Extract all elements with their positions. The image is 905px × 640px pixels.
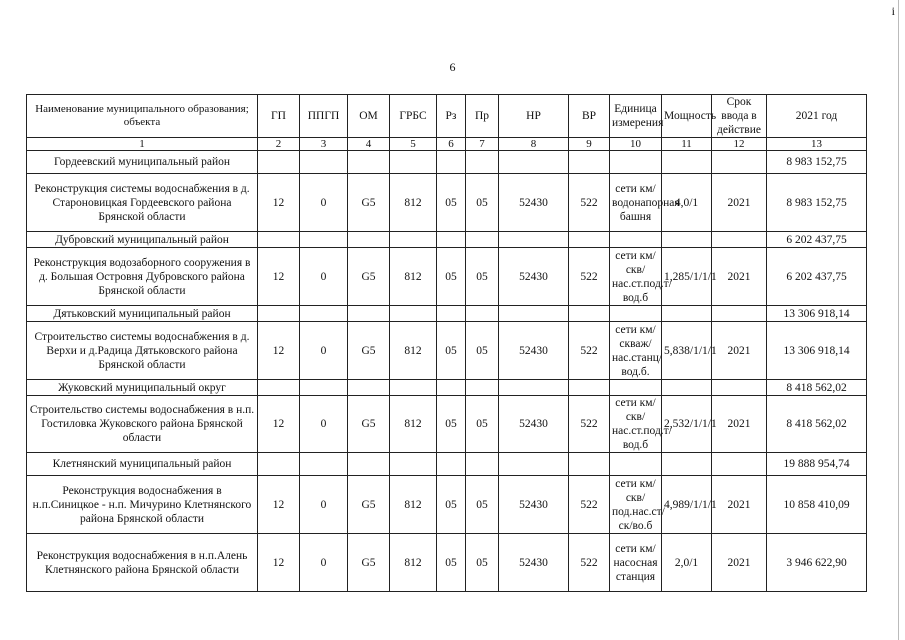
rz-cell: 05 (437, 174, 466, 232)
grbs-cell: 812 (390, 248, 437, 306)
column-number: 3 (300, 138, 348, 151)
column-number: 13 (767, 138, 867, 151)
vr-cell: 522 (569, 396, 610, 453)
object-row (27, 248, 867, 306)
grbs-cell: 812 (390, 322, 437, 380)
header-grbs: ГРБС (390, 95, 437, 138)
om-cell: G5 (348, 476, 390, 534)
header-gp: ГП (258, 95, 300, 138)
header-pr: Пр (466, 95, 499, 138)
ppgp-cell: 0 (300, 534, 348, 592)
municipality-name: Дятьковский муниципальный район (27, 306, 258, 322)
object-name: Строительство системы водоснабжения в д. Верхи и д.Радица Дятьковского района Брянской области (27, 322, 258, 380)
object-row (27, 476, 867, 534)
power-cell: 5,838/1/1/1 (662, 322, 712, 380)
ppgp-cell: 0 (300, 248, 348, 306)
municipality-sum: 6 202 437,75 (767, 232, 867, 248)
municipality-sum: 8 418 562,02 (767, 380, 867, 396)
column-number: 12 (712, 138, 767, 151)
sum-cell: 10 858 410,09 (767, 476, 867, 534)
power-cell: 4,0/1 (662, 174, 712, 232)
header-power: Мощность (662, 95, 712, 138)
object-name: Реконструкция системы водоснабжения в д. Староновицкая Гордеевского района Брянской области (27, 174, 258, 232)
unit-cell: сети км/скв/нас.ст.под.т/вод.б (610, 396, 662, 453)
object-row (27, 534, 867, 592)
column-number: 2 (258, 138, 300, 151)
vr-cell: 522 (569, 534, 610, 592)
nr-cell: 52430 (499, 534, 569, 592)
column-number: 7 (466, 138, 499, 151)
column-number: 8 (499, 138, 569, 151)
term-cell: 2021 (712, 174, 767, 232)
sum-cell: 3 946 622,90 (767, 534, 867, 592)
power-cell: 2,0/1 (662, 534, 712, 592)
vr-cell: 522 (569, 476, 610, 534)
gp-cell: 12 (258, 534, 300, 592)
municipality-row (27, 232, 867, 248)
ppgp-cell: 0 (300, 322, 348, 380)
header-name: Наименование муниципального образования; объекта (27, 95, 258, 138)
nr-cell: 52430 (499, 322, 569, 380)
term-cell: 2021 (712, 248, 767, 306)
header-row (27, 95, 867, 138)
power-cell: 1,285/1/1/1 (662, 248, 712, 306)
term-cell: 2021 (712, 534, 767, 592)
municipality-row (27, 306, 867, 322)
pr-cell: 05 (466, 476, 499, 534)
om-cell: G5 (348, 396, 390, 453)
object-name: Реконструкция водозаборного сооружения в д. Большая Островня Дубровского района Брянской области (27, 248, 258, 306)
header-year: 2021 год (767, 95, 867, 138)
header-om: ОМ (348, 95, 390, 138)
unit-cell: сети км/скв/нас.ст.под.т/вод.б (610, 248, 662, 306)
om-cell: G5 (348, 174, 390, 232)
ppgp-cell: 0 (300, 396, 348, 453)
scan-edge (898, 0, 899, 640)
municipality-name: Гордеевский муниципальный район (27, 151, 258, 174)
nr-cell: 52430 (499, 396, 569, 453)
pr-cell: 05 (466, 322, 499, 380)
municipality-sum: 8 983 152,75 (767, 151, 867, 174)
sum-cell: 8 418 562,02 (767, 396, 867, 453)
vr-cell: 522 (569, 322, 610, 380)
municipality-row (27, 151, 867, 174)
gp-cell: 12 (258, 248, 300, 306)
column-number: 6 (437, 138, 466, 151)
nr-cell: 52430 (499, 476, 569, 534)
vr-cell: 522 (569, 248, 610, 306)
rz-cell: 05 (437, 248, 466, 306)
page-number: 6 (449, 60, 456, 74)
gp-cell: 12 (258, 322, 300, 380)
grbs-cell: 812 (390, 174, 437, 232)
vr-cell: 522 (569, 174, 610, 232)
header-ppgp: ППГП (300, 95, 348, 138)
term-cell: 2021 (712, 476, 767, 534)
header-unit: Единица измерения (610, 95, 662, 138)
municipality-name: Клетнянский муниципальный район (27, 453, 258, 476)
power-cell: 2,532/1/1/1 (662, 396, 712, 453)
header-vr: ВР (569, 95, 610, 138)
municipality-sum: 19 888 954,74 (767, 453, 867, 476)
sum-cell: 6 202 437,75 (767, 248, 867, 306)
term-cell: 2021 (712, 396, 767, 453)
power-cell: 4,989/1/1/1 (662, 476, 712, 534)
om-cell: G5 (348, 534, 390, 592)
nr-cell: 52430 (499, 248, 569, 306)
nr-cell: 52430 (499, 174, 569, 232)
sum-cell: 8 983 152,75 (767, 174, 867, 232)
object-row (27, 396, 867, 453)
unit-cell: сети км/скв/под.нас.ст/ск/во.б (610, 476, 662, 534)
column-number-row (27, 138, 867, 151)
ppgp-cell: 0 (300, 174, 348, 232)
column-number: 5 (390, 138, 437, 151)
column-number: 11 (662, 138, 712, 151)
unit-cell: сети км/насосная станция (610, 534, 662, 592)
object-name: Реконструкция водоснабжения в н.п.Алень Клетнянского района Брянской области (27, 534, 258, 592)
pr-cell: 05 (466, 534, 499, 592)
corner-mark: i (891, 4, 895, 18)
municipality-sum: 13 306 918,14 (767, 306, 867, 322)
municipality-name: Дубровский муниципальный район (27, 232, 258, 248)
rz-cell: 05 (437, 396, 466, 453)
rz-cell: 05 (437, 322, 466, 380)
unit-cell: сети км/скваж/нас.станц/вод.б. (610, 322, 662, 380)
term-cell: 2021 (712, 322, 767, 380)
header-term: Срок ввода в действие (712, 95, 767, 138)
ppgp-cell: 0 (300, 476, 348, 534)
gp-cell: 12 (258, 174, 300, 232)
rz-cell: 05 (437, 476, 466, 534)
rz-cell: 05 (437, 534, 466, 592)
unit-cell: сети км/водонапорная башня (610, 174, 662, 232)
column-number: 10 (610, 138, 662, 151)
column-number: 9 (569, 138, 610, 151)
grbs-cell: 812 (390, 476, 437, 534)
column-number: 4 (348, 138, 390, 151)
pr-cell: 05 (466, 248, 499, 306)
sum-cell: 13 306 918,14 (767, 322, 867, 380)
grbs-cell: 812 (390, 534, 437, 592)
gp-cell: 12 (258, 396, 300, 453)
header-nr: НР (499, 95, 569, 138)
municipality-row (27, 453, 867, 476)
object-row (27, 174, 867, 232)
om-cell: G5 (348, 248, 390, 306)
object-name: Реконструкция водоснабжения в н.п.Синицкое - н.п. Мичурино Клетнянского района Брянской области (27, 476, 258, 534)
municipality-row (27, 380, 867, 396)
pr-cell: 05 (466, 396, 499, 453)
gp-cell: 12 (258, 476, 300, 534)
grbs-cell: 812 (390, 396, 437, 453)
column-number: 1 (27, 138, 258, 151)
pr-cell: 05 (466, 174, 499, 232)
header-rz: Рз (437, 95, 466, 138)
budget-table (26, 94, 867, 592)
municipality-name: Жуковский муниципальный округ (27, 380, 258, 396)
om-cell: G5 (348, 322, 390, 380)
object-name: Строительство системы водоснабжения в н.п. Гостиловка Жуковского района Брянской области (27, 396, 258, 453)
object-row (27, 322, 867, 380)
